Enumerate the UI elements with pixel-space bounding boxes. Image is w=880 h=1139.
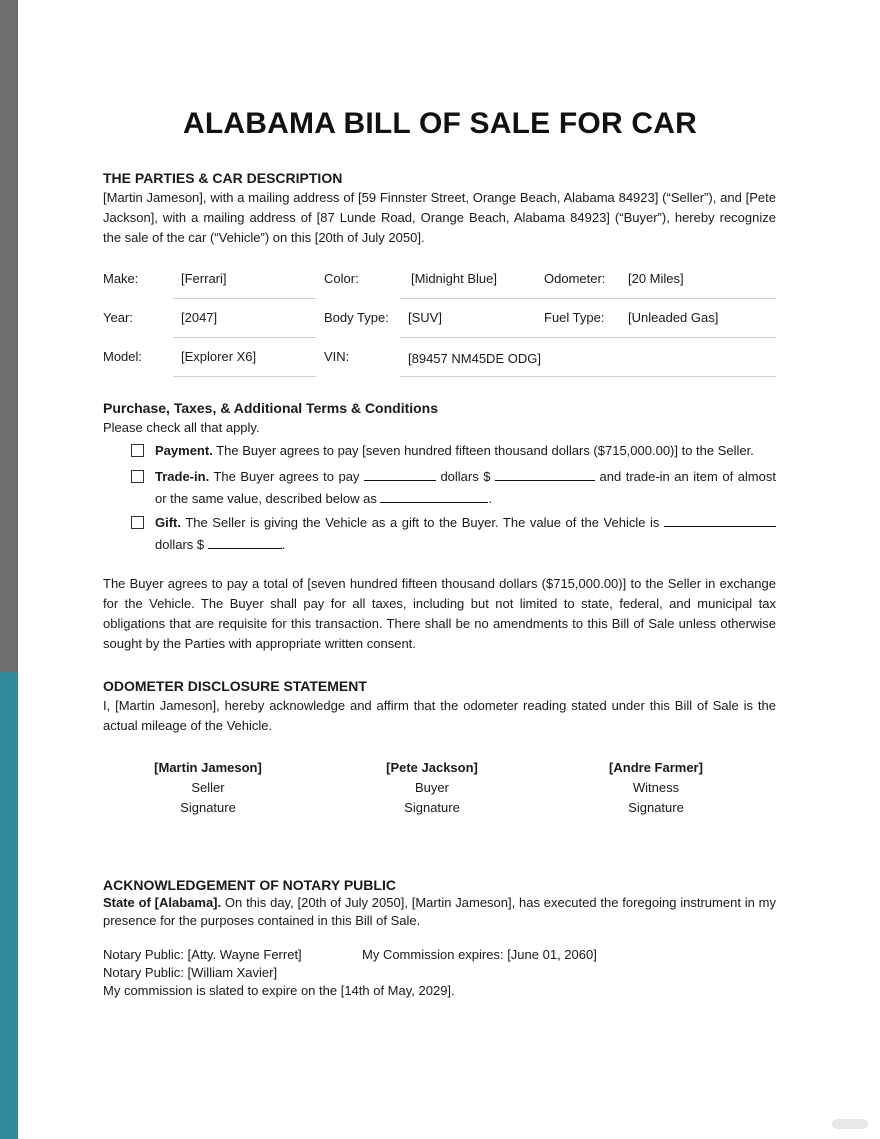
vin-label: VIN: bbox=[324, 349, 350, 364]
signature-buyer bbox=[332, 758, 532, 818]
gift-value-blank[interactable] bbox=[664, 512, 776, 527]
fuel-type-value: [Unleaded Gas] bbox=[628, 310, 719, 325]
notary-state-text: On this day, [20th of July 2050], [Martin Jameson], has executed the foregoing instrument in my presence for the purposes contained in this Bill of Sale. bbox=[103, 895, 776, 928]
divider bbox=[400, 337, 776, 338]
odometer-text: I, [Martin Jameson], hereby acknowledge and affirm that the odometer reading stated under this Bill of Sale is the actual mileage of the Vehicle. bbox=[103, 698, 776, 733]
signature-line: Signature bbox=[404, 800, 460, 815]
tradein-text: dollars $ bbox=[435, 469, 495, 484]
signature-role: Witness bbox=[632, 780, 680, 795]
tradein-description-blank[interactable] bbox=[380, 488, 488, 503]
make-value: [Ferrari] bbox=[181, 271, 227, 286]
payment-label: Payment. bbox=[155, 443, 213, 458]
purchase-heading: Purchase, Taxes, & Additional Terms & Conditions bbox=[103, 400, 439, 416]
signature-name: [Andre Farmer] bbox=[609, 760, 703, 775]
tradein-label: Trade-in. bbox=[155, 469, 210, 484]
model-label: Model: bbox=[103, 349, 143, 364]
year-value: [2047] bbox=[181, 310, 218, 325]
divider bbox=[400, 298, 776, 299]
signature-seller bbox=[108, 758, 308, 818]
sidebar-strip-gray bbox=[0, 0, 18, 672]
commission-expires: My Commission expires: [June 01, 2060] bbox=[362, 947, 597, 962]
gift-text: dollars $ bbox=[155, 537, 208, 552]
gift-option bbox=[103, 512, 776, 556]
parties-text: [Martin Jameson], with a mailing address of [59 Finnster Street, Orange Beach, Alabama 84923] (“Seller”), and [Pete Jackson], with a mailing address of [87 Lunde Road, Orange Beach, Alabama 84923] (“Buyer”), hereby recognize the sale of the car (“Vehicle”) on this [20th of July 2050]. bbox=[103, 190, 776, 245]
gift-text: The Seller is giving the Vehicle as a gift to the Buyer. The value of the Vehicle is bbox=[181, 515, 664, 530]
period: . bbox=[488, 491, 493, 506]
tradein-text: The Buyer agrees to pay bbox=[209, 469, 364, 484]
notary-section bbox=[103, 876, 776, 1000]
total-text: The Buyer agrees to pay a total of [seven hundred fifteen thousand dollars ($715,000.00)] to the Seller in exchange for the Vehicle. The Buyer shall pay for all taxes, including but not limited to state, federal, and municipal tax obligations that are requisite for this transaction. There shall be no amendments to this Bill of Sale unless otherwise sought by the Parties with appropriate written consent. bbox=[103, 576, 776, 651]
make-label: Make: bbox=[103, 271, 139, 286]
payment-option bbox=[103, 440, 776, 462]
divider bbox=[173, 298, 316, 299]
divider bbox=[173, 337, 316, 338]
parties-section bbox=[103, 168, 776, 248]
notary-state-label: State of [Alabama]. bbox=[103, 895, 222, 910]
tradein-text: and trade-in an item of almost or the same value, described below as bbox=[155, 469, 776, 506]
odometer-heading: ODOMETER DISCLOSURE STATEMENT bbox=[103, 678, 367, 694]
tradein-option bbox=[103, 466, 776, 510]
document-title: ALABAMA BILL OF SALE FOR CAR bbox=[183, 107, 697, 140]
purchase-section bbox=[103, 398, 776, 654]
vin-value: [89457 NM45DE ODG] bbox=[408, 351, 541, 366]
notary-public-1: Notary Public: [Atty. Wayne Ferret] bbox=[103, 947, 302, 962]
gift-checkbox[interactable] bbox=[131, 516, 144, 529]
notary-statement bbox=[103, 894, 776, 930]
tradein-amount-blank[interactable] bbox=[364, 466, 436, 481]
gift-dollar-blank[interactable] bbox=[208, 534, 282, 549]
gift-label: Gift. bbox=[155, 515, 181, 530]
commission-expire-text: My commission is slated to expire on the [14th of May, 2029]. bbox=[103, 983, 455, 998]
odometer-section bbox=[103, 676, 776, 736]
signature-role: Seller bbox=[191, 780, 225, 795]
watermark-badge bbox=[832, 1119, 868, 1129]
payment-text: The Buyer agrees to pay [seven hundred fifteen thousand dollars ($715,000.00)] to the Seller. bbox=[212, 443, 754, 458]
period: . bbox=[281, 537, 286, 552]
sidebar-strip-teal bbox=[0, 672, 18, 1139]
odometer-value: [20 Miles] bbox=[628, 271, 684, 286]
year-label: Year: bbox=[103, 310, 133, 325]
notary-public-2: Notary Public: [William Xavier] bbox=[103, 965, 278, 980]
signature-line: Signature bbox=[180, 800, 236, 815]
notary-heading: ACKNOWLEDGEMENT OF NOTARY PUBLIC bbox=[103, 877, 396, 893]
divider bbox=[173, 376, 316, 377]
body-type-label: Body Type: bbox=[324, 310, 389, 325]
model-value: [Explorer X6] bbox=[181, 349, 257, 364]
odometer-label: Odometer: bbox=[544, 271, 606, 286]
signature-name: [Martin Jameson] bbox=[154, 760, 262, 775]
tradein-checkbox[interactable] bbox=[131, 470, 144, 483]
signature-name: [Pete Jackson] bbox=[386, 760, 478, 775]
notary-row bbox=[103, 946, 776, 964]
fuel-type-label: Fuel Type: bbox=[544, 310, 605, 325]
payment-checkbox[interactable] bbox=[131, 444, 144, 457]
vehicle-details bbox=[103, 261, 776, 378]
signature-line: Signature bbox=[628, 800, 684, 815]
signature-role: Buyer bbox=[415, 780, 449, 795]
tradein-dollar-blank[interactable] bbox=[495, 466, 595, 481]
color-value: [Midnight Blue] bbox=[411, 271, 497, 286]
body-type-value: [SUV] bbox=[408, 310, 442, 325]
divider bbox=[400, 376, 776, 377]
parties-heading: THE PARTIES & CAR DESCRIPTION bbox=[103, 170, 343, 186]
color-label: Color: bbox=[324, 271, 359, 286]
purchase-instruction: Please check all that apply. bbox=[103, 420, 260, 435]
signature-witness bbox=[556, 758, 756, 818]
